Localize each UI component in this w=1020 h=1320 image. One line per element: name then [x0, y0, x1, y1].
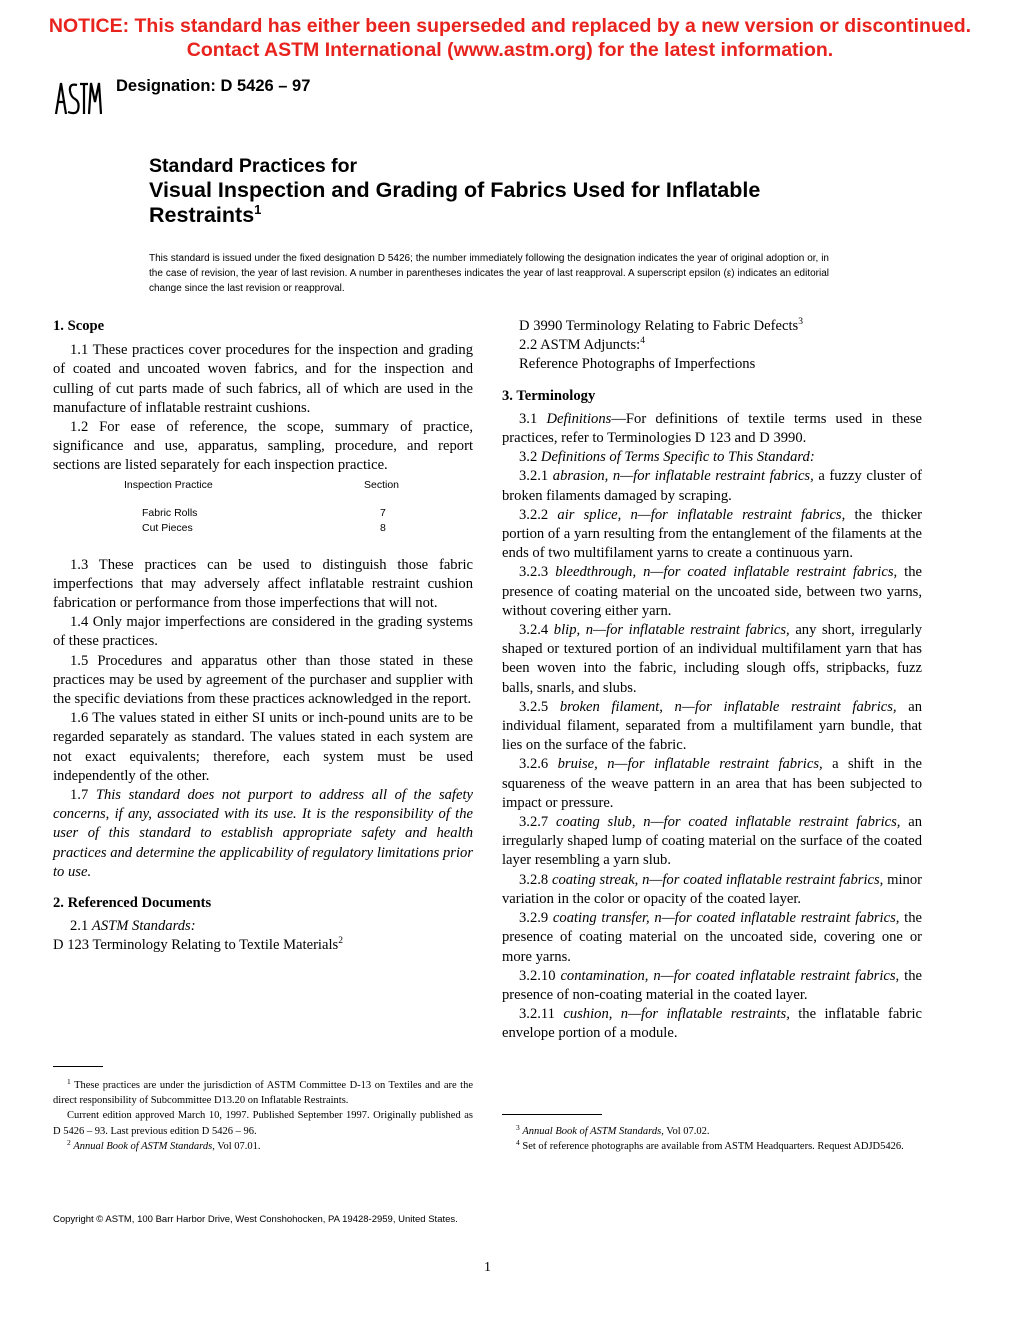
para-2-2: [502, 336, 922, 355]
definition-number: 3.2.4: [519, 622, 549, 639]
para-2-2-fn: 4: [640, 336, 645, 347]
title-main-text: Visual Inspection and Grading of Fabrics Used for Inflatable Restraints: [149, 178, 761, 227]
definition-item: [502, 467, 922, 505]
footnote-2-mark: 2: [67, 1137, 71, 1147]
definition-item: [502, 871, 922, 909]
document-title: [149, 154, 869, 228]
right-column: [502, 317, 922, 1044]
para-1-6: 1.6 The values stated in either SI units or inch-pound units are to be regarded separately as standard. The values stated in each system are not exact equivalents; therefore, each system must be used independently of the other.: [53, 710, 473, 784]
footnote-rule-right: [502, 1114, 602, 1115]
definition-text: an irregularly shaped lump of coating material on the surface of the coated layer resembling a yarn slub.: [502, 814, 922, 869]
footnote-4-mark: 4: [516, 1138, 520, 1148]
definition-item: [502, 967, 922, 1005]
issued-note: This standard is issued under the fixed designation D 5426; the number immediately following the designation indicates the year of original adoption or, in the case of revision, the year of last revision. A number in parentheses indicates the year of last reapproval. A superscript epsilon (ε) indicates an editorial change since the last revision or reapproval.: [149, 253, 829, 294]
footnote-2-rest: , Vol 07.01.: [212, 1140, 261, 1152]
notice-line-1: NOTICE: This standard has either been superseded and replaced by a new version or discontinued.: [48, 15, 972, 37]
definition-number: 3.2.11: [519, 1006, 555, 1023]
definition-list: [502, 467, 922, 1043]
designation: Designation: D 5426 – 97: [116, 77, 311, 95]
definition-text: a shift in the squareness of the weave pattern in an area that has been subjected to impact or pressure.: [502, 756, 922, 811]
terminology-heading: 3. Terminology: [502, 387, 596, 404]
definition-number: 3.2.6: [519, 756, 549, 773]
definition-text: the presence of non-coating material in the coated layer.: [502, 967, 922, 1003]
definition-item: [502, 621, 922, 698]
para-1-7: [53, 786, 473, 882]
footnote-2: [53, 1139, 473, 1154]
definition-item: [502, 506, 922, 564]
table-row-section: 7: [380, 506, 386, 519]
definition-item: [502, 813, 922, 871]
definition-number: 3.2.5: [519, 698, 549, 715]
footnote-3-title: Annual Book of ASTM Standards: [522, 1126, 662, 1137]
definition-text: a fuzzy cluster of broken filaments damaged by scraping.: [502, 468, 922, 504]
table-row-practice: Fabric Rolls: [142, 506, 198, 519]
definition-text: the presence of coating material on the uncoated side, covering one or more yarns.: [502, 910, 922, 965]
table-row-section: 8: [380, 521, 386, 534]
para-2-1: [53, 917, 473, 936]
para-1-7-text: This standard does not purport to address all of the safety concerns, if any, associated with its use. It is the responsibility of the user of this standard to establish appropriate safety and health practices and determine the applicability of regulatory limitations prior to use.: [53, 787, 473, 880]
footnote-1: [53, 1078, 473, 1108]
para-1-1: 1.1 These practices cover procedures for the inspection and grading of coated and uncoated woven fabrics, and for the inspection and culling of cut parts made of such fabrics, all of which are used in the manufacture of inflatable restraint cushions.: [53, 342, 473, 416]
ref-d3990-text: D 3990 Terminology Relating to Fabric Defects: [519, 318, 799, 334]
definition-term: contamination, n—for coated inflatable restraint fabrics,: [560, 967, 900, 984]
inspection-practice-table: [53, 478, 473, 550]
notice-banner: [0, 14, 1020, 62]
para-2-1-title: ASTM Standards:: [91, 918, 196, 935]
footnote-3: [502, 1124, 922, 1139]
adjunct-item: Reference Photographs of Imperfections: [519, 356, 756, 373]
para-3-2-num: 3.2: [519, 449, 538, 466]
para-3-1: [502, 410, 922, 448]
definition-term: coating streak, n—for coated inflatable restraint fabrics,: [551, 871, 884, 888]
definition-term: bruise, n—for inflatable restraint fabrics,: [557, 756, 823, 773]
ref-d3990: [502, 317, 922, 336]
footnote-1b: Current edition approved March 10, 1997. Published September 1997. Originally published as D 5426 – 93. Last previous edition D 5426 – 96.: [53, 1110, 473, 1137]
definition-text: the inflatable fabric envelope portion of a module.: [502, 1006, 922, 1042]
definition-text: the thicker portion of a yarn resulting from the entanglement of the filaments at the ends of two multifilament yarns to create a continuous yarn.: [502, 506, 922, 562]
para-2-1-num: 2.1: [70, 918, 89, 935]
definition-item: [502, 909, 922, 967]
para-3-2-term: Definitions of Terms Specific to This Standard:: [540, 449, 815, 466]
footnote-1-mark: 1: [67, 1077, 71, 1086]
footnotes-right: [502, 1124, 922, 1154]
footnote-4: [502, 1139, 922, 1154]
para-1-4: 1.4 Only major imperfections are considered in the grading systems of these practices.: [53, 614, 473, 650]
para-1-2: 1.2 For ease of reference, the scope, summary of practice, significance and use, apparatus, sampling, procedure, and report sections are listed separately for each inspection practice.: [53, 419, 473, 474]
title-prefix: Standard Practices for: [149, 155, 358, 177]
definition-term: cushion, n—for inflatable restraints,: [563, 1006, 790, 1023]
para-1-7-num: 1.7: [70, 787, 89, 804]
definition-text: minor variation in the color or opacity of the coated layer.: [502, 871, 922, 907]
para-1-5: 1.5 Procedures and apparatus other than those stated in these practices may be used by agreement of the purchaser and supplier with the specific deviations from these practices acknowledged in the report.: [53, 652, 473, 708]
definition-number: 3.2.10: [519, 967, 556, 984]
definition-term: broken filament, n—for inflatable restraint fabrics,: [559, 698, 897, 715]
footnote-3-rest: , Vol 07.02.: [661, 1126, 710, 1137]
footnote-2-title: Annual Book of ASTM Standards: [73, 1140, 213, 1152]
definition-number: 3.2.8: [519, 871, 549, 888]
para-2-2-text: 2.2 ASTM Adjuncts:: [519, 337, 641, 354]
definition-term: coating slub, n—for coated inflatable restraint fabrics,: [555, 814, 901, 831]
title-footnote-mark: 1: [254, 202, 262, 217]
footnote-3-mark: 3: [516, 1123, 520, 1132]
left-column: [53, 317, 473, 956]
definition-number: 3.2.1: [519, 468, 549, 485]
definition-term: blip, n—for inflatable restraint fabrics,: [553, 622, 790, 639]
copyright: Copyright © ASTM, 100 Barr Harbor Drive, West Conshohocken, PA 19428-2959, United States.: [53, 1214, 458, 1225]
definition-text: an individual filament, separated from a multifilament yarn bundle, that lies on the surface of the fabric.: [502, 698, 923, 754]
footnote-1-text: These practices are under the jurisdiction of ASTM Committee D-13 on Textiles and are the direct responsibility of Subcommittee D13.20 on Inflatable Restraints.: [53, 1080, 474, 1107]
para-3-1-term: Definitions: [546, 410, 612, 427]
definition-item: [502, 563, 922, 621]
table-row-practice: Cut Pieces: [142, 521, 193, 534]
para-3-1-text: —For definitions of textile terms used in these practices, refer to Terminologies D 123 and D 3990.: [502, 410, 922, 447]
definition-term: coating transfer, n—for coated inflatable restraint fabrics,: [552, 910, 900, 927]
definition-number: 3.2.9: [519, 910, 549, 927]
definition-number: 3.2.7: [519, 814, 549, 831]
definition-text: the presence of coating material on the uncoated side, between two yarns, without covering either yarn.: [502, 564, 922, 619]
page-number: 1: [484, 1260, 491, 1275]
definition-number: 3.2.2: [519, 506, 549, 523]
definition-term: air splice, n—for inflatable restraint fabrics,: [557, 506, 846, 523]
ref-d123: [53, 936, 473, 955]
definition-text: any short, irregularly shaped or textured portion of an individual multifilament yarn that has been woven into the fabric, including slough offs, stripbacks, fuzz balls, snarls, and slubs.: [502, 622, 923, 696]
ref-d123-fn: 2: [338, 936, 343, 947]
definition-number: 3.2.3: [519, 564, 549, 581]
para-3-1-num: 3.1: [519, 410, 538, 427]
footnotes-left: [53, 1078, 473, 1154]
definition-term: bleedthrough, n—for coated inflatable restraint fabrics,: [555, 564, 898, 581]
para-1-3: 1.3 These practices can be used to distinguish those fabric imperfections that may adversely affect inflatable restraint cushion fabrication or performance from those imperfections that will not.: [53, 556, 473, 612]
footnote-4-text: Set of reference photographs are available from ASTM Headquarters. Request ADJD5426.: [522, 1141, 904, 1153]
ref-d3990-fn: 3: [798, 317, 803, 327]
footnote-rule-left: [53, 1066, 103, 1067]
notice-line-2: Contact ASTM International (www.astm.org) for the latest information.: [186, 39, 834, 61]
definition-item: [502, 755, 922, 813]
table-header-practice: Inspection Practice: [124, 478, 213, 491]
referenced-heading: 2. Referenced Documents: [53, 895, 212, 912]
scope-heading: 1. Scope: [53, 318, 105, 334]
astm-logo-icon: [53, 80, 103, 116]
definition-term: abrasion, n—for inflatable restraint fabrics,: [552, 468, 814, 485]
definition-item: [502, 698, 922, 756]
para-3-2: [502, 448, 922, 467]
definition-item: [502, 1005, 922, 1043]
title-main: [149, 178, 869, 228]
ref-d123-text: D 123 Terminology Relating to Textile Materials: [53, 937, 339, 954]
table-header-section: Section: [364, 478, 400, 491]
